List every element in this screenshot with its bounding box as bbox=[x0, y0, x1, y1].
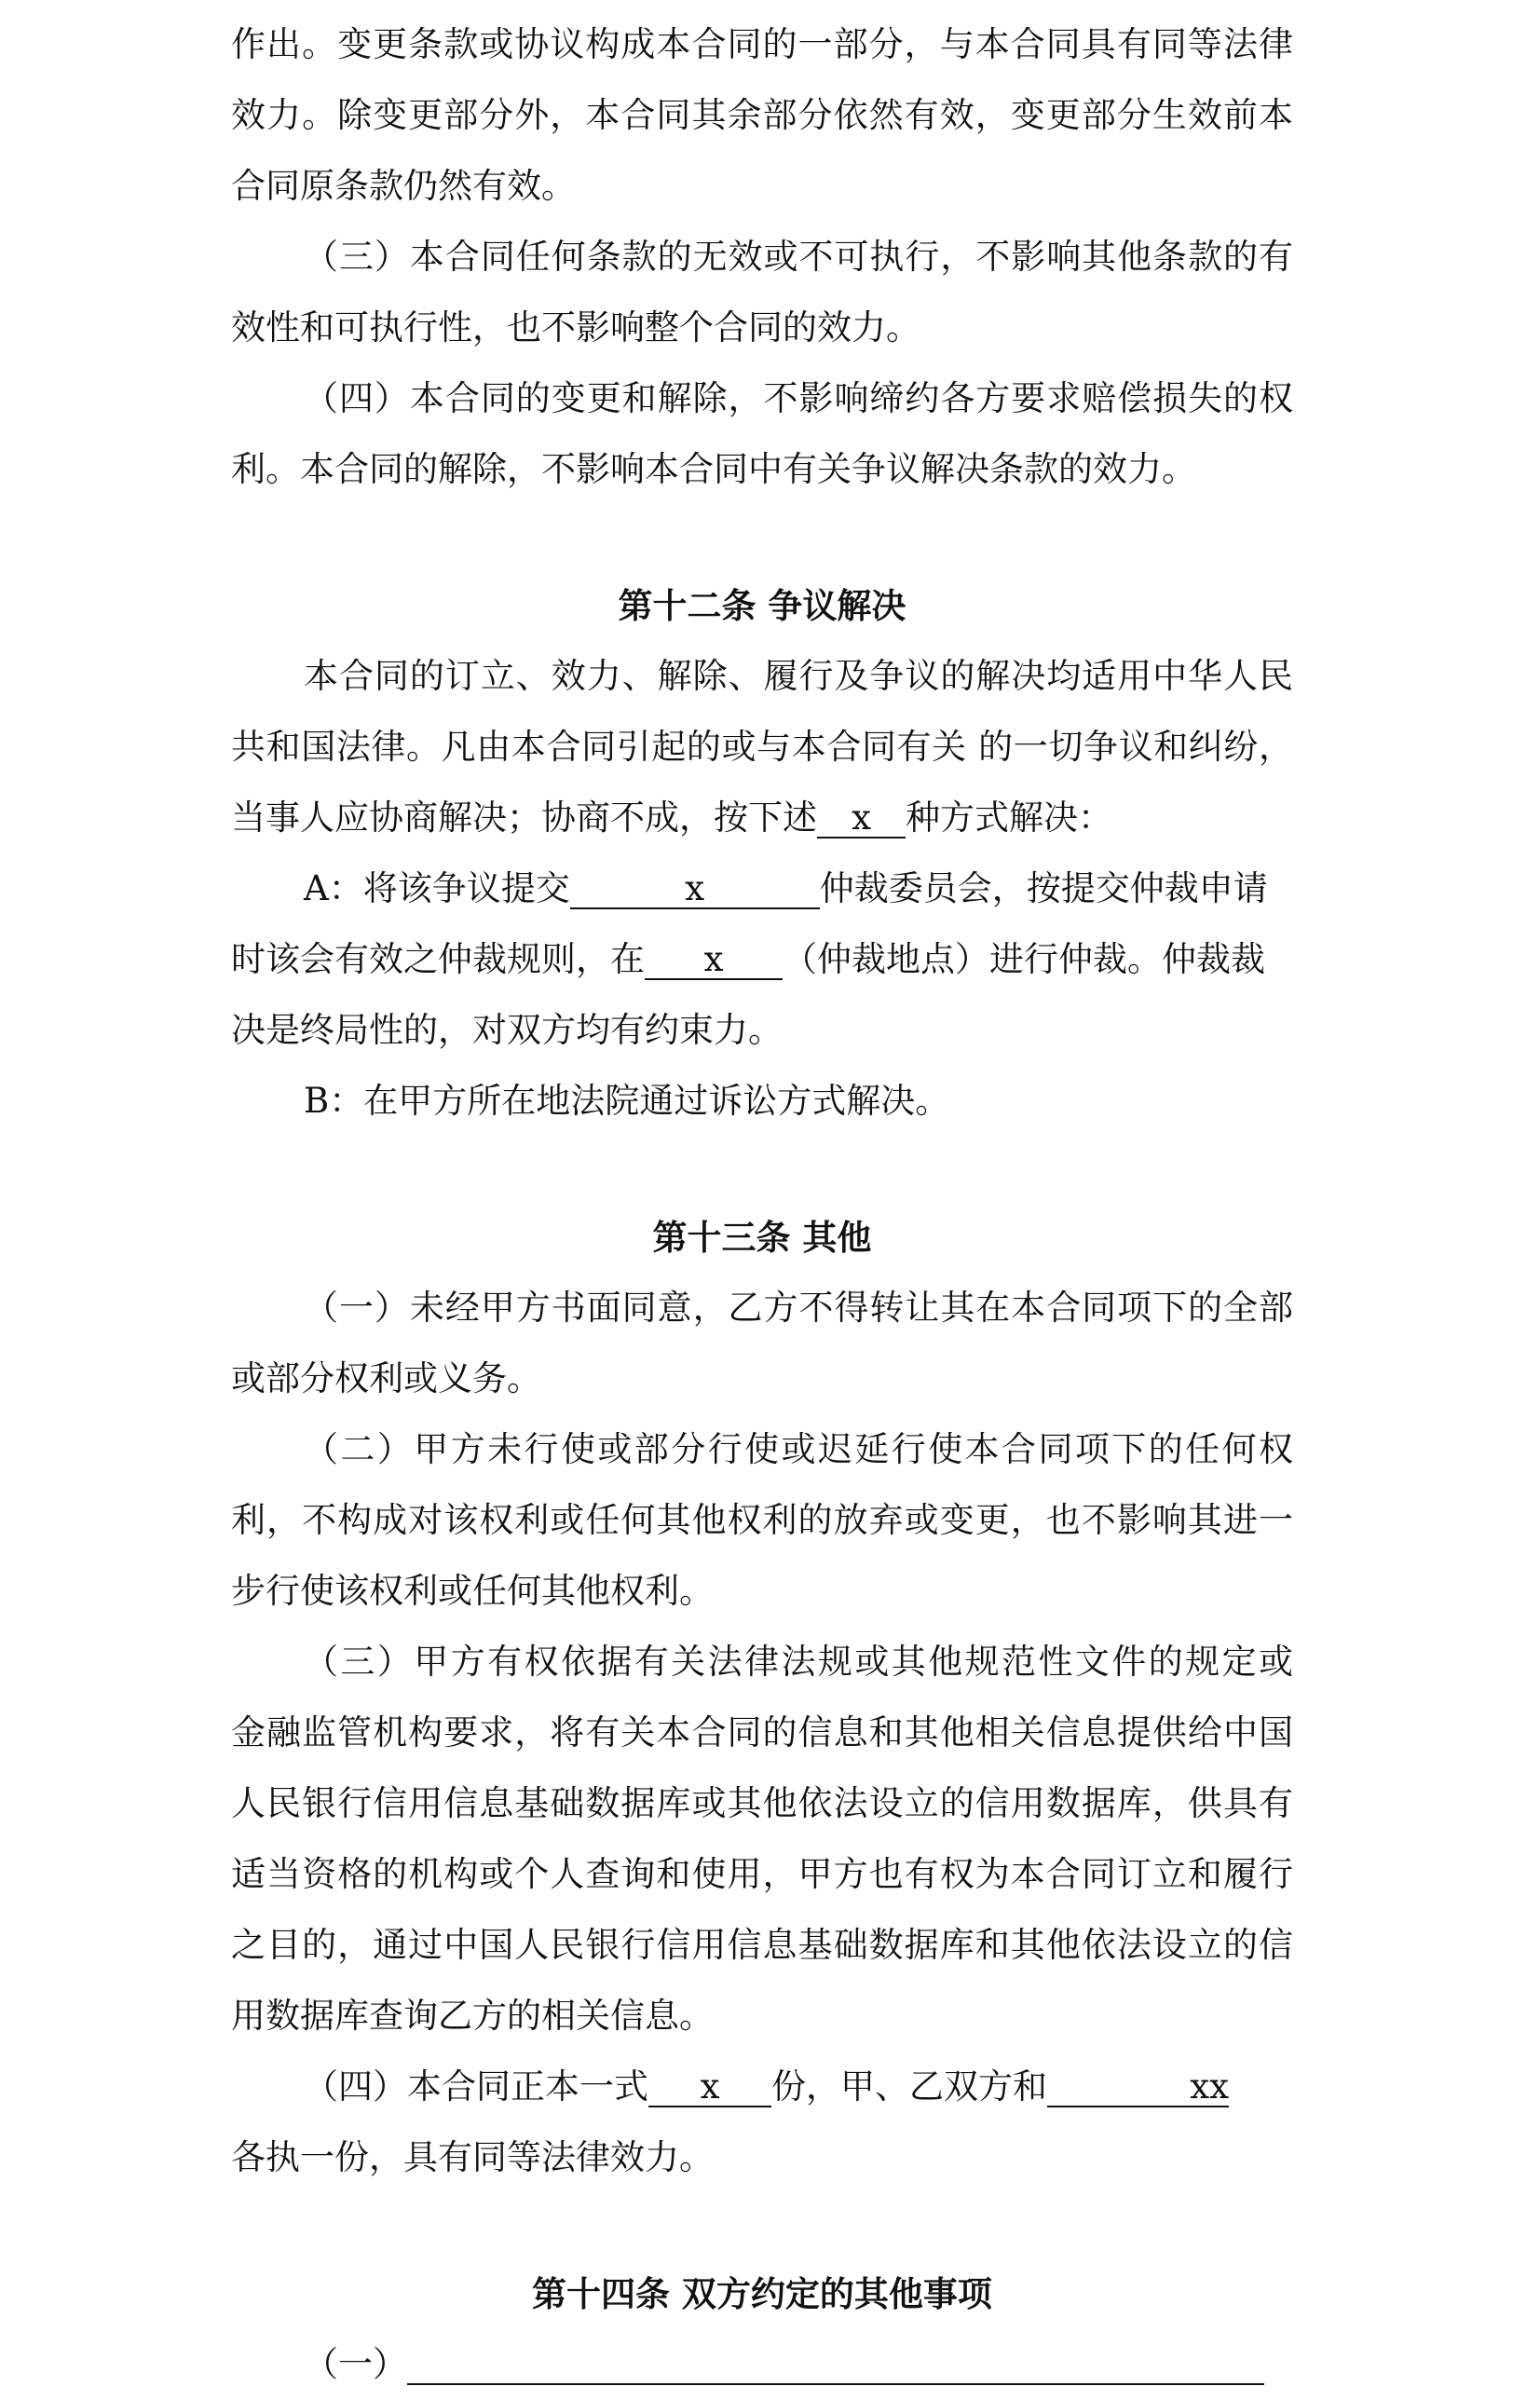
article-12-line bbox=[231, 783, 1293, 853]
article-13-line: 人民银行信用信息基础数据库或其他依法设立的信用数据库，供具有 bbox=[231, 1783, 1293, 1823]
clause-4-line: 利。本合同的解除，不影响本合同中有关争议解决条款的效力。 bbox=[231, 449, 1196, 489]
text-segment: （仲裁地点）进行仲裁。仲裁裁 bbox=[783, 939, 1265, 979]
paragraph-line: 合同原条款仍然有效。 bbox=[231, 166, 576, 206]
clause-4-line: （四）本合同的变更和解除，不影响缔约各方要求赔偿损失的权 bbox=[304, 378, 1293, 418]
article-14-title: 第十四条 双方约定的其他事项 bbox=[532, 2273, 992, 2314]
article-13-line: 金融监管机构要求，将有关本合同的信息和其他相关信息提供给中国 bbox=[231, 1712, 1293, 1752]
article-13-line: 用数据库查询乙方的相关信息。 bbox=[231, 1996, 714, 2036]
text-segment: 当事人应协商解决；协商不成，按下述 bbox=[231, 798, 817, 838]
article-13-line: （二）甲方未行使或部分行使或迟延行使本合同项下的任何权 bbox=[304, 1429, 1293, 1469]
article-12-line: 本合同的订立、效力、解除、履行及争议的解决均适用中华人民 bbox=[304, 656, 1293, 696]
text-segment: （四）本合同正本一式 bbox=[304, 2066, 648, 2107]
text-segment: 种方式解决： bbox=[906, 798, 1112, 838]
article-12-line: 共和国法律。凡由本合同引起的或与本合同有关 的一切争议和纠纷， bbox=[231, 727, 1293, 767]
article-13-line: 适当资格的机构或个人查询和使用，甲方也有权为本合同订立和履行 bbox=[231, 1854, 1293, 1894]
paragraph-line: 效力。除变更部分外，本合同其余部分依然有效，变更部分生效前本 bbox=[231, 95, 1293, 135]
text-segment: 仲裁委员会，按提交仲裁申请 bbox=[819, 868, 1268, 908]
article-13-line: 利，不构成对该权利或任何其他权利的放弃或变更，也不影响其进一 bbox=[231, 1500, 1293, 1540]
article-13-line: （一）未经甲方书面同意，乙方不得转让其在本合同项下的全部 bbox=[304, 1288, 1293, 1328]
article-13-line: （三）甲方有权依据有关法律法规或其他规范性文件的规定或 bbox=[304, 1642, 1293, 1682]
article-13-title: 第十三条 其他 bbox=[652, 1217, 872, 1258]
article-14-item bbox=[304, 2329, 1293, 2400]
clause-3-line: （三）本合同任何条款的无效或不可执行，不影响其他条款的有 bbox=[304, 237, 1293, 277]
clause-3-line: 效性和可执行性，也不影响整个合同的效力。 bbox=[231, 307, 920, 348]
option-b-line: B：在甲方所在地法院通过诉讼方式解决。 bbox=[304, 1081, 950, 1121]
text-segment: （一） bbox=[304, 2344, 407, 2384]
fill-blank: x bbox=[570, 870, 820, 909]
article-12-title: 第十二条 争议解决 bbox=[618, 585, 906, 626]
fill-blank bbox=[407, 2346, 1264, 2385]
article-13-line: 或部分权利或义务。 bbox=[231, 1358, 541, 1398]
article-13-line: 步行使该权利或任何其他权利。 bbox=[231, 1571, 714, 1611]
fill-blank: x bbox=[645, 941, 783, 980]
article-13-line: 之目的，通过中国人民银行信用信息基础数据库和其他依法设立的信 bbox=[231, 1925, 1293, 1965]
paragraph-line: 作出。变更条款或协议构成本合同的一部分，与本合同具有同等法律 bbox=[231, 24, 1293, 64]
option-a-line bbox=[304, 853, 1293, 924]
option-a-line: 决是终局性的，对双方均有约束力。 bbox=[231, 1010, 783, 1050]
text-segment: 时该会有效之仲裁规则，在 bbox=[231, 939, 645, 979]
text-segment: A：将该争议提交 bbox=[304, 868, 570, 908]
fill-blank: x bbox=[648, 2068, 771, 2107]
fill-blank: x bbox=[817, 799, 906, 839]
article-13-line bbox=[304, 2052, 1293, 2122]
fill-blank: xx bbox=[1047, 2068, 1229, 2107]
option-a-line bbox=[231, 924, 1293, 995]
text-segment: 份，甲、乙双方和 bbox=[771, 2066, 1047, 2107]
article-13-line: 各执一份，具有同等法律效力。 bbox=[231, 2137, 714, 2177]
